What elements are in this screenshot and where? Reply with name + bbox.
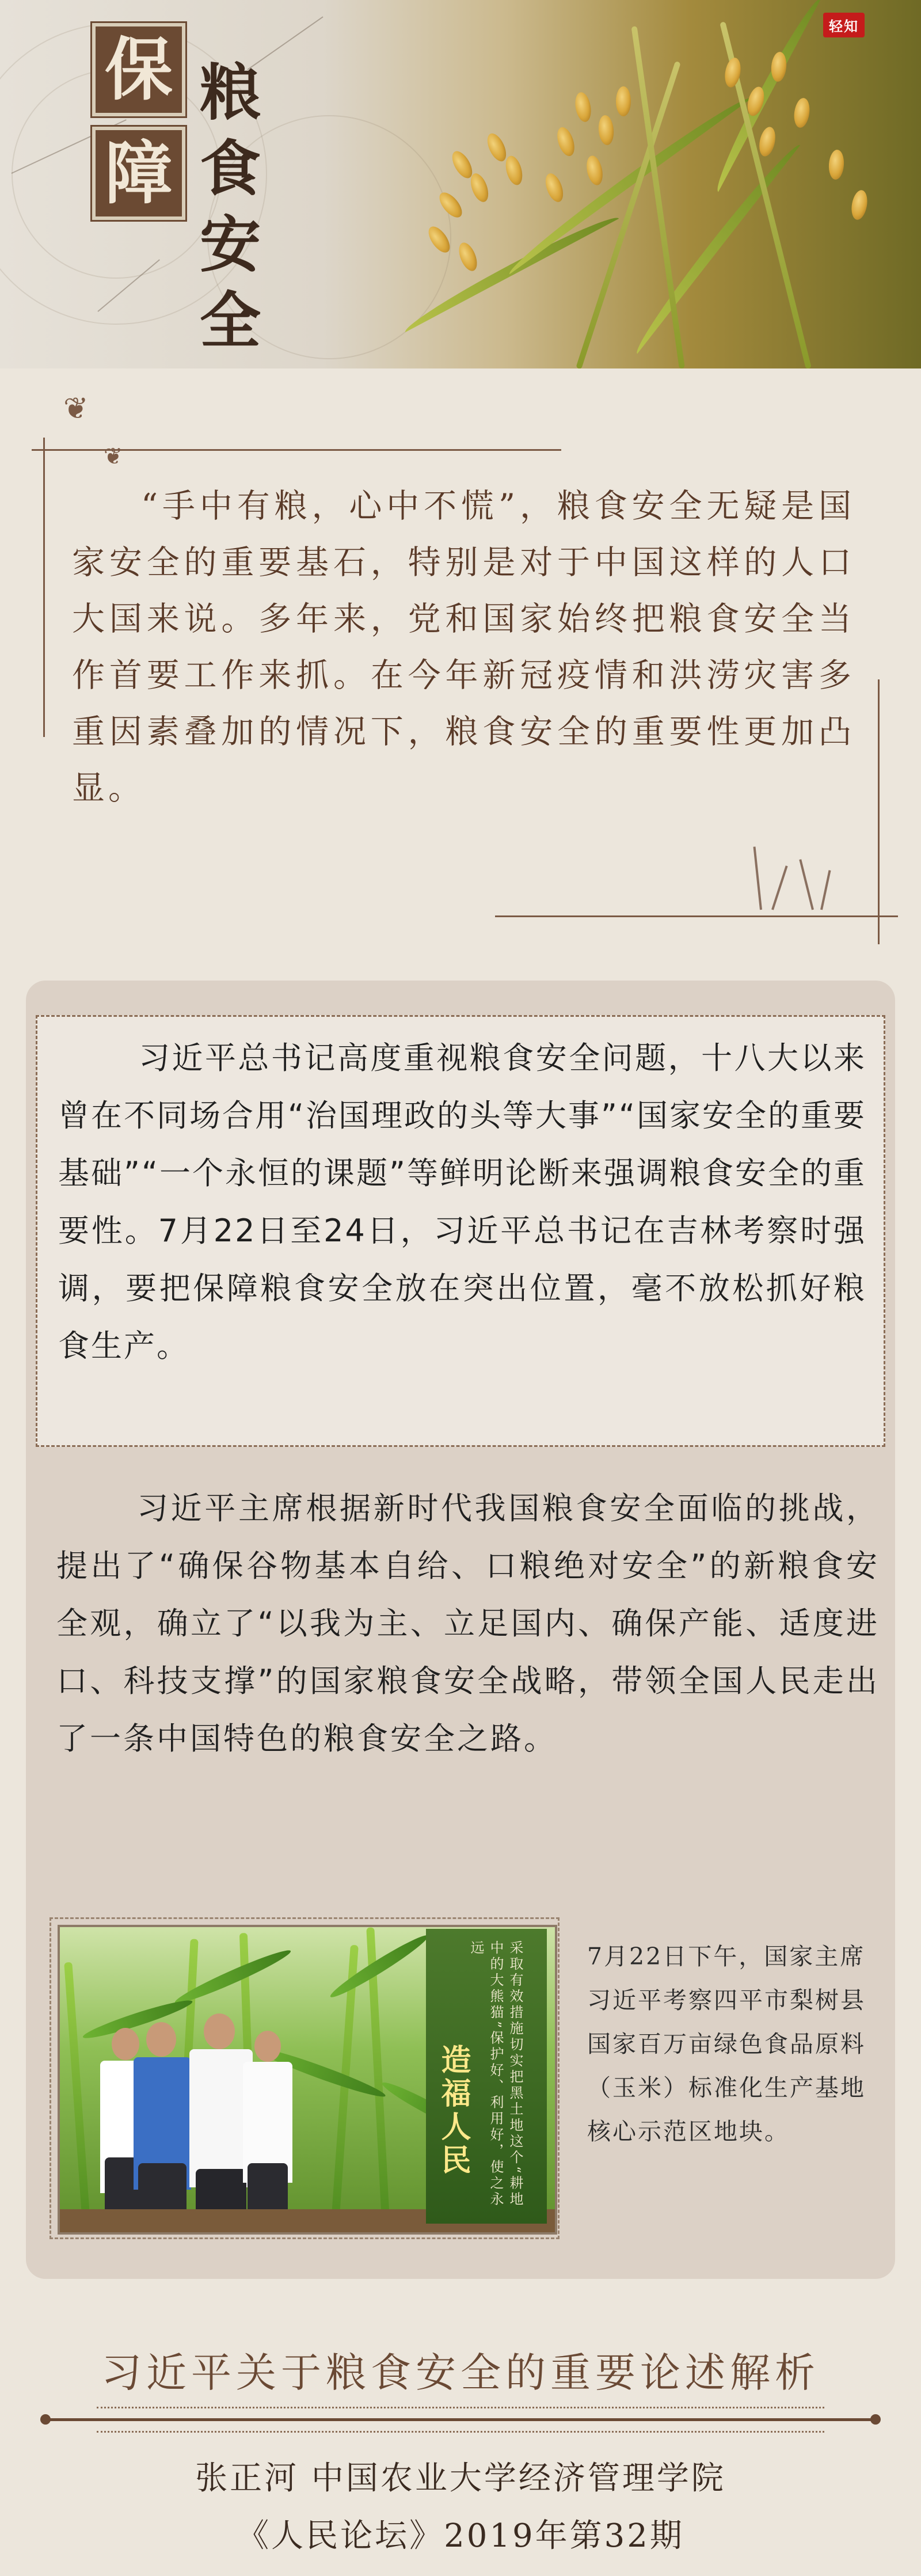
header-banner [0, 0, 921, 368]
section1-paragraph: 习近平总书记高度重视粮食安全问题，十八大以来曾在不同场合用“治国理政的头等大事”“国家安全的重要基础”“一个永恒的课题”等鲜明论断来强调粮食安全的重要性。7月22日至24日，习近平总书记在吉林考察时强调，要把保障粮食安全放在突出位置，毫不放松抓好粮食生产。 [58, 1040, 866, 1364]
divider-line [45, 2418, 876, 2421]
author-line: 张正河 中国农业大学经济管理学院 [195, 2460, 726, 2497]
photo-caption: 7月22日下午，国家主席习近平考察四平市梨树县国家百万亩绿色食品原料（玉米）标准化生产基地核心示范区地块。 [587, 1943, 866, 2145]
plaque-quote: 采取有效措施切实把黑土地这个“耕地中的大熊猫”保护好、利用好，使之永远 [468, 1940, 523, 2208]
dotted-divider [97, 2431, 824, 2433]
plant-icon [753, 846, 762, 910]
butterfly-icon: ❦ [63, 392, 89, 426]
divider-line [495, 915, 898, 917]
rice-illustration [357, 0, 921, 368]
plant-icon [820, 870, 831, 910]
plant-icon [799, 859, 814, 910]
page-subtitle: 粮食安全 [200, 56, 261, 356]
title-char-1: 保 [92, 23, 185, 116]
plant-icon [771, 865, 788, 910]
divider-line [878, 679, 880, 944]
divider-dot [870, 2414, 881, 2425]
person [112, 2028, 139, 2060]
divider-dot [40, 2414, 51, 2425]
quote-box [36, 1015, 885, 1447]
intro-paragraph: “手中有粮，心中不慌”，粮食安全无疑是国家安全的重要基石，特别是对于中国这样的人口大国来说。多年来，党和国家始终把粮食安全当作首要工作来抓。在今年新冠疫情和洪涝灾害多重因素叠加的情况下，粮食安全的重要性更加凸显。 [72, 487, 855, 807]
intro-section [0, 368, 921, 979]
source-line: 《人民论坛》2019年第32期 [237, 2517, 684, 2555]
butterfly-icon: ❦ [104, 443, 123, 470]
dotted-divider [97, 2407, 824, 2408]
person [146, 2022, 176, 2057]
title-char-2: 障 [92, 127, 185, 220]
divider-line [43, 438, 45, 737]
photo-quote-plaque [426, 1929, 547, 2224]
brand-logo: 轻知 [823, 13, 865, 37]
article-title: 习近平关于粮食安全的重要论述解析 [101, 2349, 820, 2396]
person [254, 2031, 281, 2062]
person [204, 2013, 235, 2049]
section2-paragraph: 习近平主席根据新时代我国粮食安全面临的挑战，提出了“确保谷物基本自给、口粮绝对安全”的新粮食安全观，确立了“以我为主、立足国内、确保产能、适度进口、科技支撑”的国家粮食安全战略，带领全国人民走出了一条中国特色的粮食安全之路。 [56, 1490, 880, 1757]
plaque-title: 造福人民 [436, 2044, 471, 2178]
